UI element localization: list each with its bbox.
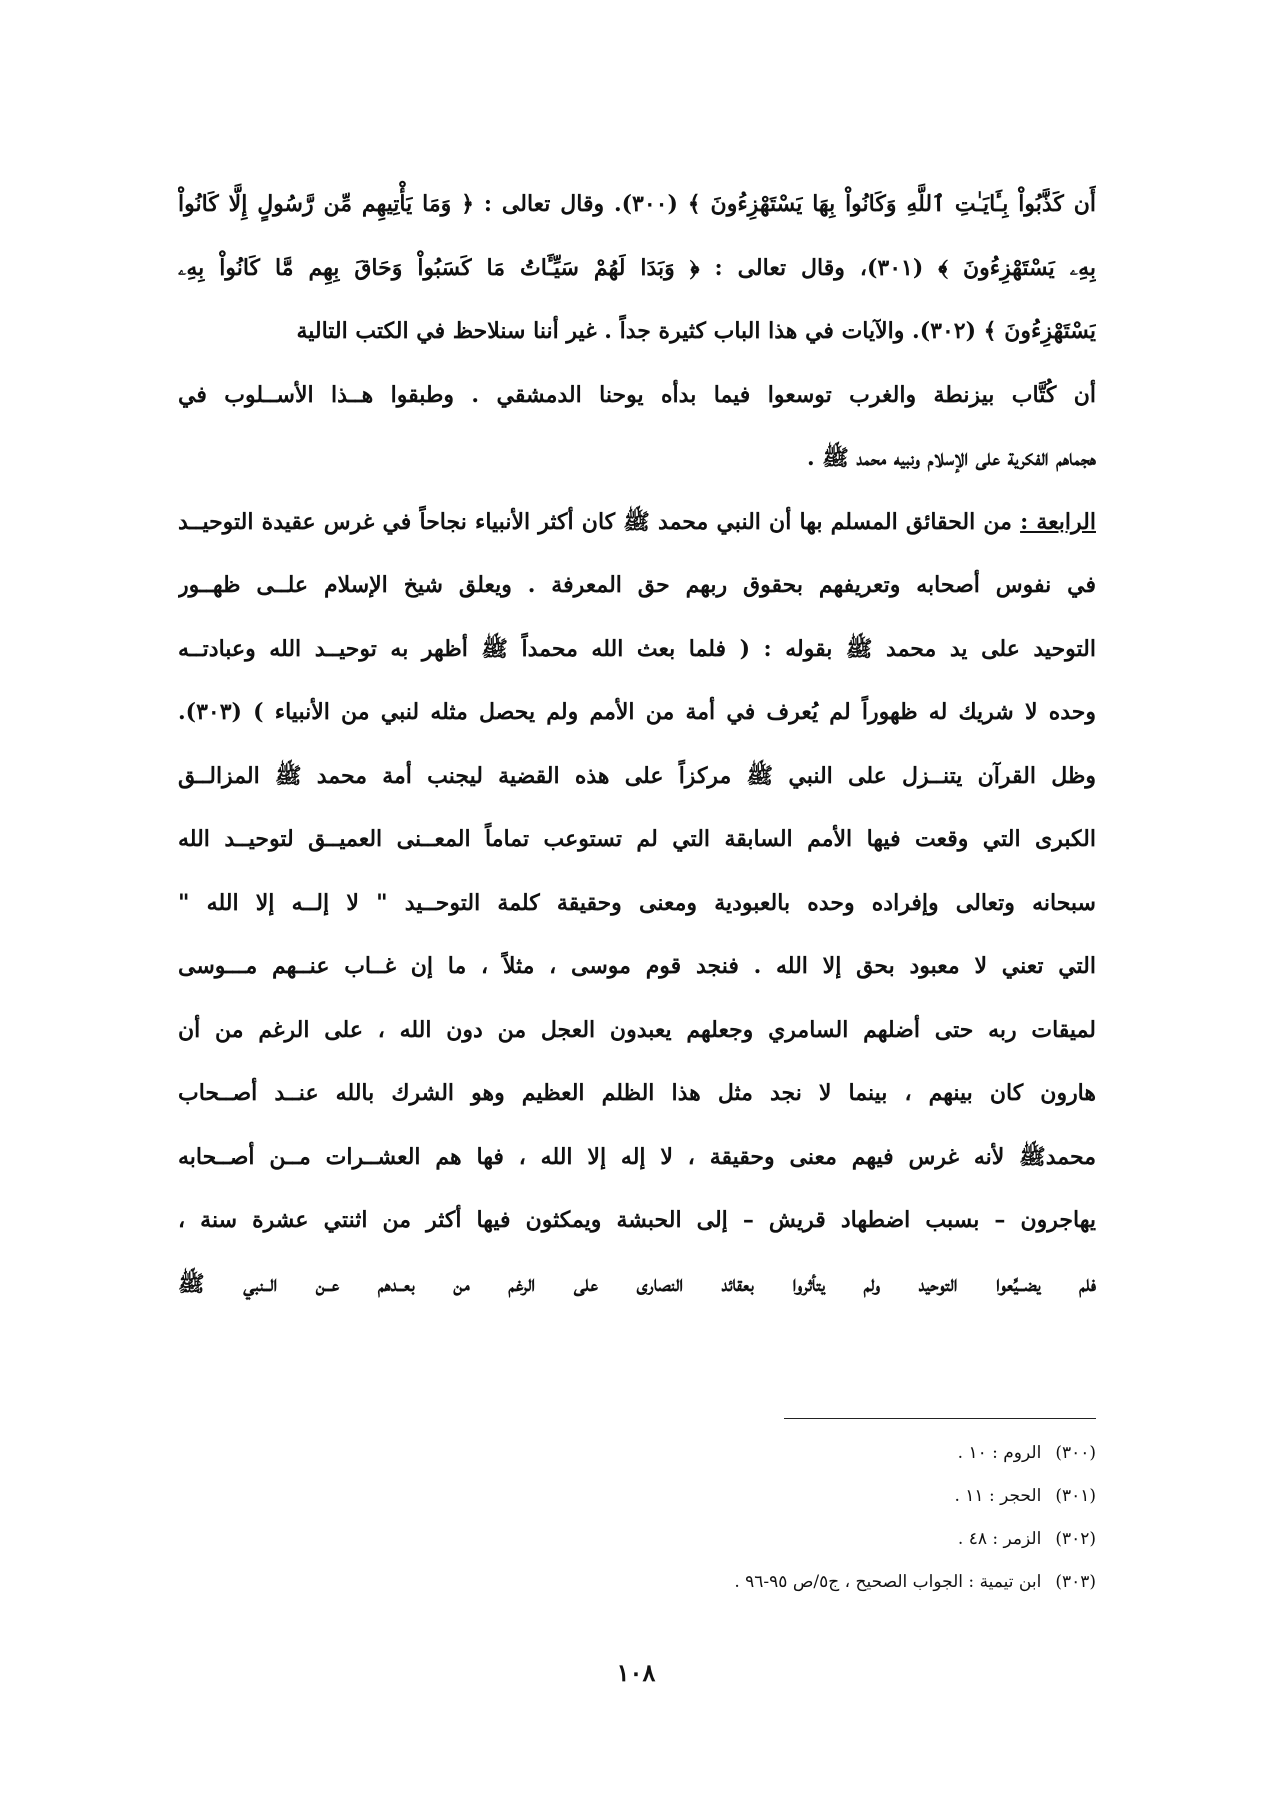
text-line: بِهِۦ يَسْتَهْزِءُونَ ﴾ (٣٠١)، وقال تعالى : ﴿ وَبَدَا لَهُمْ سَيِّـَٔاتُ مَا كَسَبُواْ وَحَاقَ بِهِم مَّا كَانُواْ بِهِۦ	[178, 254, 1096, 281]
section-label: الرابعة :	[1020, 508, 1096, 535]
text-line: هارون كان بينهم ، بينما لا نجد مثل هذا الظلم العظيم وهو الشرك بالله عنــد أصــحاب	[178, 1080, 1096, 1106]
text-line: وحده لا شريك له ظهوراً لم يُعرف في أمة من الأمم ولم يحصل مثله لنبي من الأنبياء ) (٣٠٣).	[178, 699, 1096, 725]
page-number: ١٠٨	[616, 1658, 656, 1687]
text-line: التي تعني لا معبود بحق إلا الله . فنجد قوم موسى ، مثلاً ، ما إن غــاب عنــهم مـــوسى	[178, 953, 1096, 979]
footnote-number: (٣٠٣)	[1055, 1572, 1096, 1592]
text-line: في نفوس أصحابه وتعريفهم بحقوق ربهم حق المعرفة . ويعلق شيخ الإسلام علــى ظهــور	[178, 572, 1096, 598]
text-line: سبحانه وتعالى وإفراده وحده بالعبودية ومعنى وحقيقة كلمة التوحــيد " لا إلــه إلا الله "	[178, 889, 1096, 916]
footnotes	[560, 1432, 1096, 1604]
text-line: محمدﷺ لأنه غرس فيهم معنى وحقيقة ، لا إله إلا الله ، فها هم العشــرات مــن أصــحابه	[178, 1143, 1096, 1170]
footnote	[560, 1432, 1096, 1475]
footnote-text: ابن تيمية : الجواب الصحيح ، ج٥/ص ٩٥-٩٦ .	[734, 1572, 1042, 1592]
footnote	[560, 1561, 1096, 1604]
text-line: يَسْتَهْزِءُونَ ﴾ (٣٠٢). والآيات في هذا الباب كثيرة جداً . غير أننا سنلاحظ في الكتب التالية	[296, 318, 1096, 344]
text-line: يهاجرون – بسبب اضطهاد قريش – إلى الحبشة ويمكثون فيها أكثر من اثنتي عشرة سنة ،	[178, 1207, 1096, 1233]
text-line: الكبرى التي وقعت فيها الأمم السابقة التي لم تستوعب تماماً المعــنى العميــق لتوحيــد الله	[178, 826, 1096, 852]
footnote-text: الحجر : ١١ .	[954, 1486, 1042, 1506]
text-line: هجماهم الفكرية على الإسلام ونبيه محمد ﷺ .	[806, 445, 1096, 471]
text-line: لميقات ربه حتى أضلهم السامري وجعلهم يعبدون العجل من دون الله ، على الرغم من أن	[178, 1016, 1096, 1043]
text-line-with-label	[178, 494, 1096, 558]
footnote-number: (٣٠٢)	[1055, 1529, 1096, 1549]
main-text	[178, 176, 1096, 1319]
footnote	[560, 1475, 1096, 1518]
text-line: أَن كَذَّبُواْ بِـَٔايَـٰتِ ٱللَّهِ وَكَانُواْ بِهَا يَسْتَهْزِءُونَ ﴾ (٣٠٠). وقال تعالى : ﴿ وَمَا يَأْتِيهِم مِّن رَّسُولٍ إِلَّا كَانُواْ	[178, 191, 1096, 217]
text-line: أن كُتَّاب بيزنطة والغرب توسعوا فيما بدأه يوحنا الدمشقي . وطبقوا هــذا الأســلوب في	[178, 381, 1096, 408]
footnote-number: (٣٠١)	[1055, 1486, 1096, 1506]
text-line-content: من الحقائق المسلم بها أن النبي محمد ﷺ كان أكثر الأنبياء نجاحاً في غرس عقيدة التوحيــد	[178, 508, 1012, 535]
text-line: فلم يضــيِّعوا التوحيد ولم يتأثروا بعقائد النصارى على الرغم من بعــدهم عــن الــنبي ﷺ	[178, 1270, 1096, 1297]
footnote-text: الزمر : ٤٨ .	[957, 1529, 1042, 1549]
footnote	[560, 1518, 1096, 1561]
text-line: التوحيد على يد محمد ﷺ بقوله : ( فلما بعث الله محمداً ﷺ أظهر به توحيــد الله وعبادتــه	[178, 635, 1096, 662]
text-line: وظل القرآن يتنــزل على النبي ﷺ مركزاً على هذه القضية ليجنب أمة محمد ﷺ المزالــق	[178, 762, 1096, 789]
footnote-text: الروم : ١٠ .	[957, 1443, 1042, 1463]
footnote-number: (٣٠٠)	[1055, 1443, 1096, 1463]
footnote-separator	[784, 1418, 1096, 1419]
